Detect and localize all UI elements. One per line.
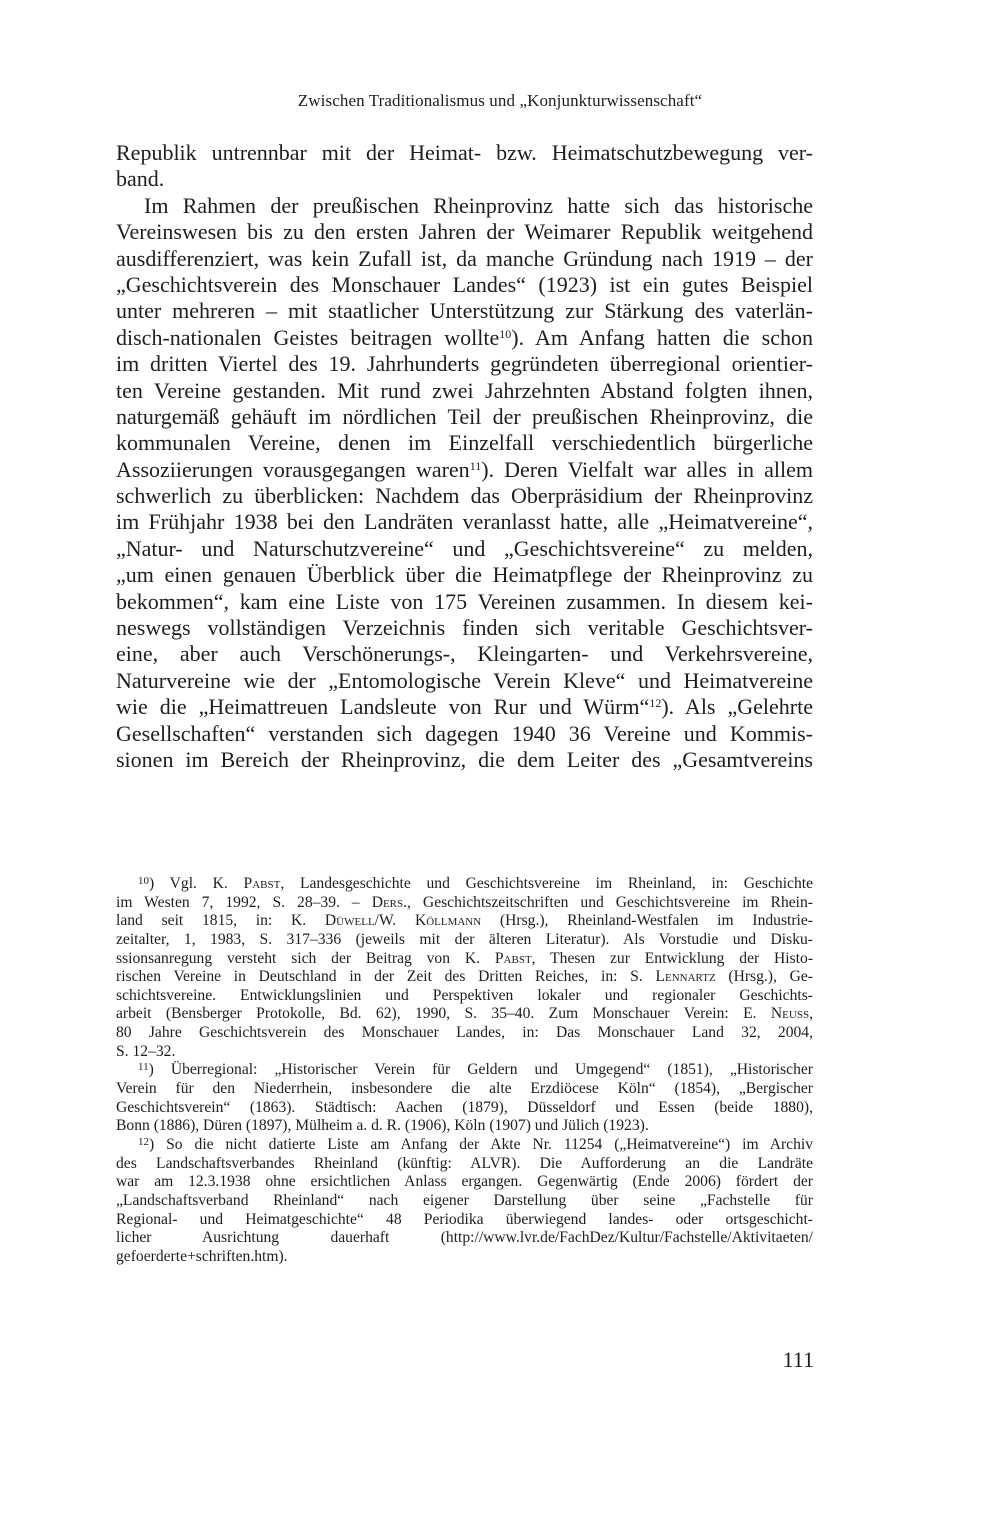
footnote-number: 10	[138, 875, 149, 887]
footnote-line	[116, 1024, 813, 1043]
text-line-content: Assoziierungen vorausgegangen waren	[116, 456, 470, 482]
text-line	[116, 615, 813, 641]
text-line	[116, 430, 813, 456]
footnote-line	[116, 1155, 813, 1174]
author-name: Ders	[371, 893, 404, 911]
author-name: Pabst	[494, 949, 532, 967]
footnote-text: , Thesen zur Entwicklung der Histo-	[531, 949, 814, 967]
footnote-text: arbeit (Bensberger Protokolle, Bd. 62), 1990, S. 35–40. Zum Monschauer Verein: E.	[116, 1005, 771, 1023]
footnote-text: „Landschaftsverband Rheinland“ nach eigener Darstellung über seine „Fachstelle für	[116, 1191, 813, 1209]
footnote-text: ) Vgl. K.	[149, 875, 244, 892]
footnote-line	[116, 1099, 813, 1118]
footnote-line	[116, 1005, 813, 1024]
text-line	[116, 509, 813, 535]
text-line-content: Naturvereine wie der „Entomologische Verein Kleve“ und Heimatvereine	[116, 667, 813, 693]
text-line-content: unter mehreren – mit staatlicher Unterstützung zur Stärkung des vaterlän-	[116, 298, 813, 324]
footnote-line	[116, 1080, 813, 1099]
footnote-text: licher Ausrichtung dauerhaft (http://www.lvr.de/FachDez/Kultur/Fachstelle/Aktivitaeten/	[116, 1229, 813, 1247]
footnote-reference: 11	[469, 458, 482, 473]
footnote-start	[116, 1061, 813, 1080]
author-name: W. Köllmann	[379, 912, 482, 930]
footnote-text: land seit 1815, in: K.	[116, 912, 325, 930]
footnote-text: , Landesgeschichte und Geschichtsvereine im Rheinland, in: Geschichte	[280, 875, 813, 892]
text-line-continuation: ). Deren Vielfalt war alles in allem	[481, 456, 813, 482]
footnote-line	[116, 987, 813, 1006]
text-line-content: Gesellschaften“ verstanden sich dagegen 1940 36 Vereine und Kommis-	[116, 720, 813, 746]
author-name: Neuss	[770, 1005, 810, 1023]
text-line-content: bekommen“, kam eine Liste von 175 Vereinen zusammen. In diesem kei-	[116, 588, 813, 614]
footnote-text: gefoerderte+schriften.htm).	[116, 1247, 288, 1265]
text-line-content: Republik untrennbar mit der Heimat- bzw. Heimatschutzbewegung ver-	[116, 140, 813, 165]
footnote-number: 12	[138, 1135, 149, 1148]
footnote-text: zeitalter, 1, 1983, S. 317–336 (jeweils mit der älteren Literatur). Als Vorstudie und Disku-	[116, 930, 813, 948]
footnote-reference: 12	[649, 696, 662, 711]
text-line-content: Vereinswesen bis zu den ersten Jahren der Weimarer Republik weitgehend	[116, 219, 813, 245]
footnotes	[116, 875, 813, 1266]
footnote-text: (Hrsg.), Ge-	[715, 968, 813, 986]
text-line	[116, 140, 813, 166]
text-line-content: ausdifferenziert, was kein Zufall ist, da manche Gründung nach 1919 – der	[116, 245, 813, 271]
footnote-text: 80 Jahre Geschichtsverein des Monschauer Landes, in: Das Monschauer Land 32, 2004,	[116, 1024, 813, 1042]
text-line	[116, 694, 813, 720]
footnote-line	[116, 1043, 813, 1062]
text-line	[116, 272, 813, 298]
text-line	[116, 219, 813, 245]
text-line	[116, 457, 813, 483]
text-line	[116, 562, 813, 588]
footnote-number: 11	[138, 1061, 149, 1074]
text-line-content: sionen im Bereich der Rheinprovinz, die dem Leiter des „Gesamtvereins	[116, 746, 813, 772]
text-line	[116, 351, 813, 377]
text-line-content: naturgemäß gehäuft im nördlichen Teil der preußischen Rheinprovinz, die	[116, 403, 813, 429]
footnote-text: schichtsvereine. Entwicklungslinien und Perspektiven lokaler und regionaler Geschichts-	[116, 986, 813, 1004]
footnote-line	[116, 1173, 813, 1192]
text-line-content: disch-nationalen Geistes beitragen wollte	[116, 324, 500, 350]
text-line-continuation: ). Am Anfang hatten die schon	[511, 324, 813, 350]
footnote-text: (Hrsg.), Rheinland-Westfalen im Industrie-	[481, 912, 813, 930]
text-line-content: schwerlich zu überblicken: Nachdem das Oberpräsidium der Rheinprovinz	[116, 483, 813, 509]
footnote-line	[116, 1211, 813, 1230]
text-line	[116, 166, 813, 192]
footnote-text: war am 12.3.1938 ohne ersichtlichen Anlass ergangen. Gegenwärtig (Ende 2006) fördert der	[116, 1173, 813, 1191]
text-line-content: im Frühjahr 1938 bei den Landräten veranlasst hatte, alle „Heimatvereine“,	[116, 509, 813, 535]
footnote-line	[116, 1248, 813, 1267]
text-line	[116, 483, 813, 509]
text-line-content: band.	[116, 166, 165, 192]
footnote-text: ,	[809, 1005, 813, 1023]
text-line-content: im dritten Viertel des 19. Jahrhunderts gegründeten überregional orientier-	[116, 351, 813, 377]
text-line	[116, 246, 813, 272]
footnote-line	[116, 950, 813, 969]
text-line	[116, 721, 813, 747]
text-line-content: neswegs vollständigen Verzeichnis finden sich veritable Geschichtsver-	[116, 615, 813, 641]
footnote-start	[116, 1136, 813, 1155]
text-line	[116, 536, 813, 562]
footnote-text: ., Geschichtszeitschriften und Geschichtsvereine im Rhein-	[403, 893, 813, 911]
footnote-line	[116, 912, 813, 931]
text-line	[116, 378, 813, 404]
main-text	[116, 140, 813, 773]
running-head: Zwischen Traditionalismus und „Konjunkturwissenschaft“	[297, 91, 703, 110]
text-line-content: kommunalen Vereine, denen im Einzelfall verschiedentlich bürgerliche	[116, 430, 813, 456]
text-line-content: eine, aber auch Verschönerungs-, Kleingarten- und Verkehrsvereine,	[116, 641, 813, 667]
footnote-text: ) So die nicht datierte Liste am Anfang der Akte Nr. 11254 („Heimatvereine“) im Archiv	[149, 1135, 813, 1153]
footnote-text: S. 12–32.	[116, 1042, 176, 1060]
text-line	[116, 747, 813, 773]
text-line	[116, 325, 813, 351]
text-line-content: ten Vereine gestanden. Mit rund zwei Jahrzehnten Abstand folgten ihnen,	[116, 377, 813, 403]
footnote-line	[116, 1117, 813, 1136]
page-number: 111	[782, 1347, 814, 1372]
footnote-line	[116, 1229, 813, 1248]
footnote-line	[116, 1192, 813, 1211]
footnote-text: Verein für den Niederrhein, insbesondere die alte Erzdiöcese Köln“ (1854), „Bergischer	[116, 1080, 813, 1098]
text-line	[116, 298, 813, 324]
footnote-text: ) Überregional: „Historischer Verein für Geldern und Umgegend“ (1851), „Historischer	[148, 1061, 813, 1079]
text-line-content: wie die „Heimattreuen Landsleute von Rur und Würm“	[116, 694, 650, 720]
footnote-start	[116, 875, 813, 894]
text-line	[116, 404, 813, 430]
footnote-text: /	[374, 912, 380, 930]
footnote-text: ssionsanregung versteht sich der Beitrag von K.	[116, 949, 495, 967]
text-line-content: „um einen genauen Überblick über die Heimatpflege der Rheinprovinz zu	[116, 562, 813, 588]
text-line	[116, 589, 813, 615]
text-line-content: Im Rahmen der preußischen Rheinprovinz hatte sich das historische	[144, 192, 813, 218]
footnote-text: Bonn (1886), Düren (1897), Mülheim a. d. R. (1906), Köln (1907) und Jülich (1923).	[116, 1117, 649, 1135]
footnote-line	[116, 894, 813, 913]
footnote-reference: 10	[499, 326, 512, 341]
text-line	[116, 668, 813, 694]
footnote-text: rischen Vereine in Deutschland in der Zeit des Dritten Reiches, in: S.	[116, 968, 656, 986]
author-name: Düwell	[324, 912, 375, 930]
author-name: Lennartz	[655, 968, 716, 986]
text-line-content: „Natur- und Naturschutzvereine“ und „Geschichtsvereine“ zu melden,	[116, 535, 813, 561]
text-line-content: „Geschichtsverein des Monschauer Landes“ (1923) ist ein gutes Beispiel	[116, 271, 813, 297]
text-line	[116, 193, 813, 219]
footnote-text: des Landschaftsverbandes Rheinland (künftig: ALVR). Die Aufforderung an die Landräte	[116, 1154, 813, 1172]
text-line-continuation: ). Als „Gelehrte	[661, 694, 814, 720]
text-line	[116, 641, 813, 667]
footnote-line	[116, 968, 813, 987]
footnote-text: Geschichtsverein“ (1863). Städtisch: Aachen (1879), Düsseldorf und Essen (beide 1880),	[116, 1098, 813, 1116]
footnote-text: Regional- und Heimatgeschichte“ 48 Periodika überwiegend landes- oder ortsgeschicht-	[116, 1210, 813, 1228]
footnote-text: im Westen 7, 1992, S. 28–39. –	[116, 893, 372, 911]
author-name: Pabst	[243, 875, 281, 892]
footnote-line	[116, 931, 813, 950]
